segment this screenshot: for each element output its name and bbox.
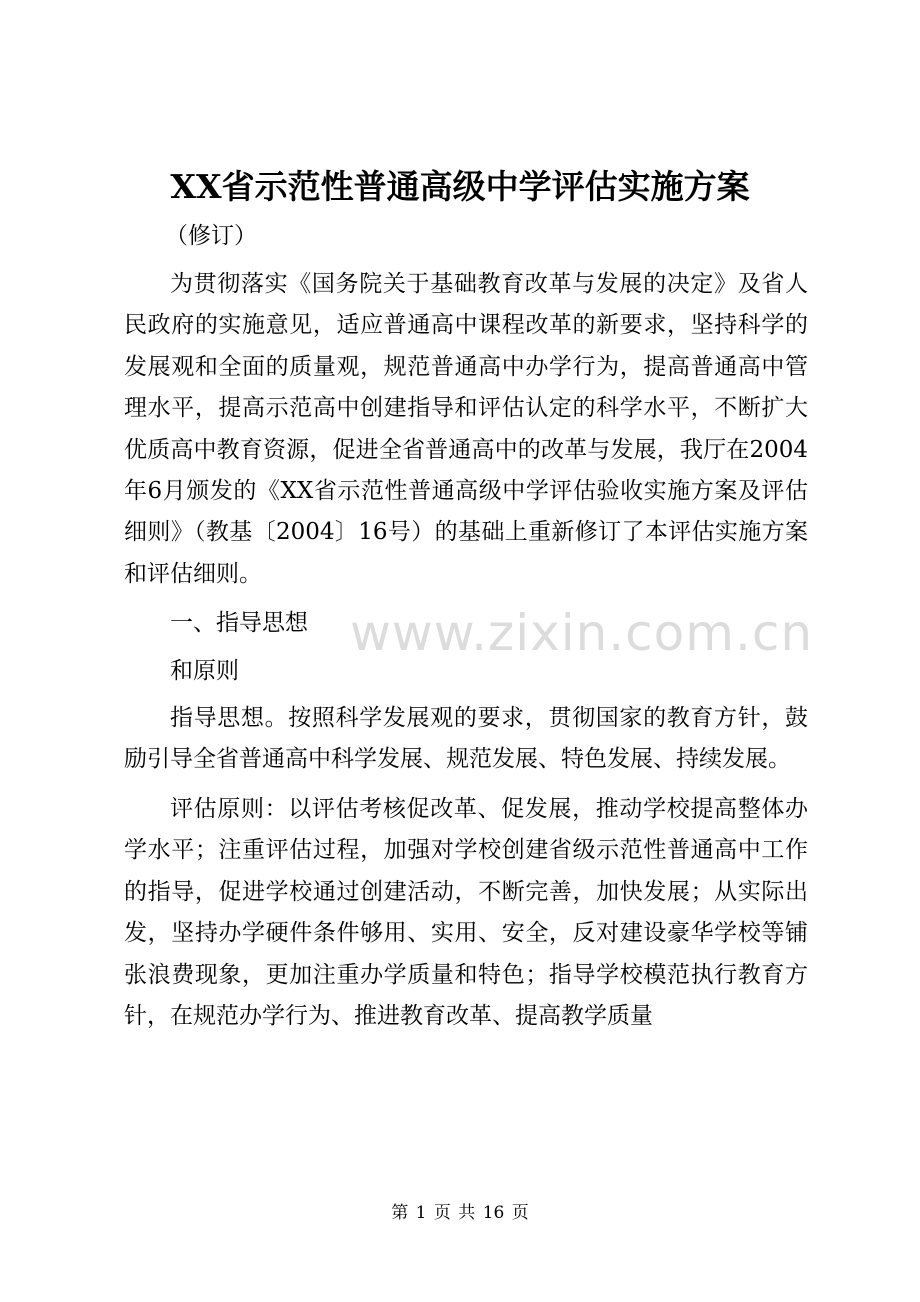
intro-paragraph: 为贯彻落实《国务院关于基础教育改革与发展的决定》及省人民政府的实施意见，适应普通高中课程改革的新要求，坚持科学的发展观和全面的质量观，规范普通高中办学行为，提高普通高中管理水平，提高示范高中创建指导和评估认定的科学水平，不断扩大优质高中教育资源，促进全省普通高中的改革与发展，我厅在2004年6月颁发的《XX省示范性普通高级中学评估验收实施方案及评估细则》（教基〔2004〕16号）的基础上重新修订了本评估实施方案和评估细则。 [124,271,808,587]
section-heading-1-cont: 和原则 [170,657,239,684]
site-watermark: www.zixin.com.cn [350,604,814,662]
document-title: XX省示范性普通高级中学评估实施方案 [170,167,750,206]
document-subtitle: （修订） [165,223,257,249]
section-heading-1: 一、指导思想 [170,610,308,637]
evaluation-principles-paragraph: 评估原则：以评估考核促改革、促发展，推动学校提高整体办学水平；注重评估过程，加强对学校创建省级示范性普通高中工作的指导，促进学校通过创建活动，不断完善，加快发展；从实际出发，坚持办学硬件条件够用、实用、安全，反对建设豪华学校等铺张浪费现象，更加注重办学质量和特色；指导学校模范执行教育方针，在规范办学行为、推进教育改革、提高教学质量 [124,795,808,1029]
page-footer: 第 1 页 共 16 页 [391,1203,529,1223]
guiding-thought-paragraph: 指导思想。按照科学发展观的要求，贯彻国家的教育方针，鼓励引导全省普通高中科学发展、规范发展、特色发展、持续发展。 [124,705,808,773]
